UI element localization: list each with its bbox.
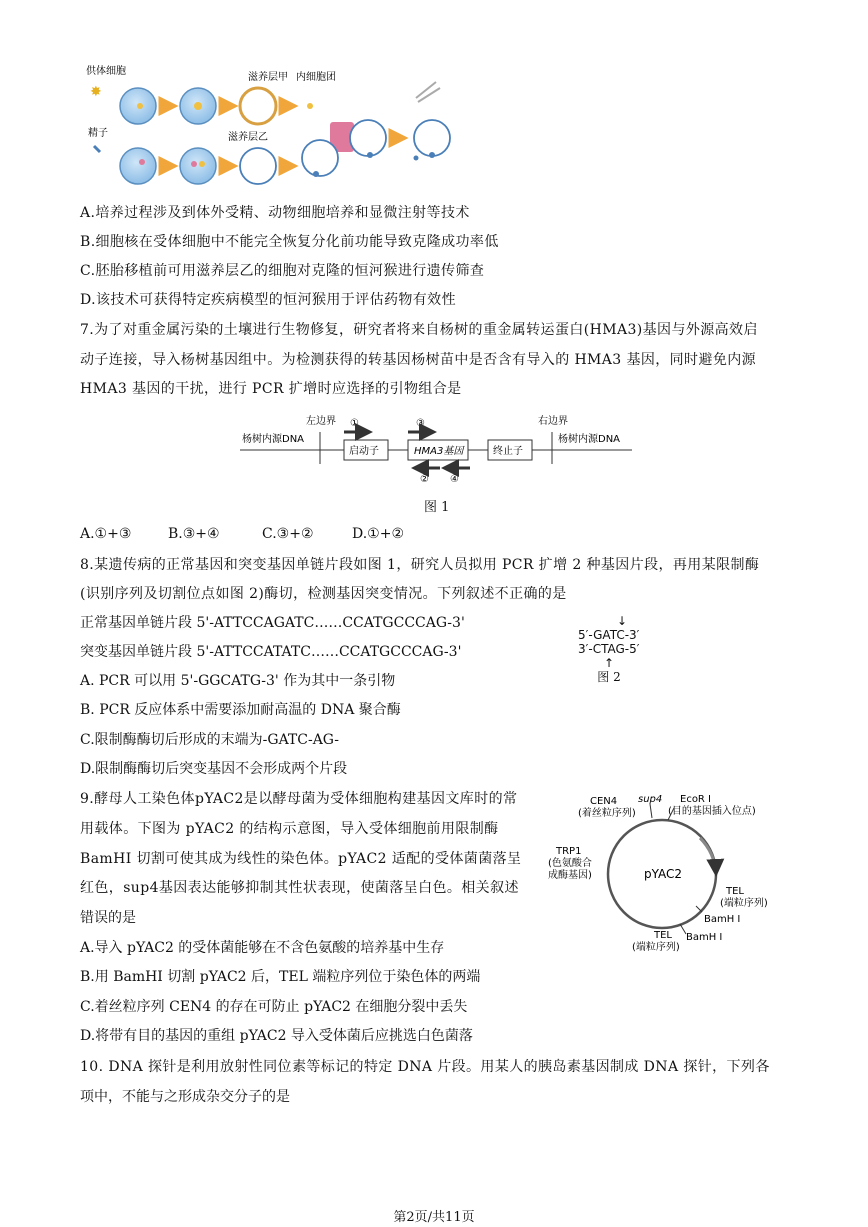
q10-stem-line-2: 项中，不能与之形成杂交分子的是 bbox=[80, 1089, 290, 1105]
cen4-desc: (着丝粒序列) bbox=[578, 808, 636, 819]
cut-arrow-bottom-icon: ↑ bbox=[603, 656, 615, 670]
ecori-desc: (目的基因插入位点) bbox=[668, 806, 756, 817]
cut-arrow-top-icon: ↓ bbox=[616, 614, 628, 628]
right-dna-label: 杨树内源DNA bbox=[558, 434, 621, 445]
q9-stem-line-4: 红色，sup4基因表达能够抑制其性状表现，使菌落呈白色。相关叙述 bbox=[80, 880, 519, 896]
q8-option-c: C.限制酶酶切后形成的末端为-GATC-AG- bbox=[80, 732, 339, 748]
pyac2-plasmid-figure bbox=[540, 788, 790, 964]
cloning-figure bbox=[80, 62, 460, 190]
trp1-label: TRP1 bbox=[556, 846, 582, 857]
ecori-label: EcoR Ⅰ bbox=[680, 794, 712, 805]
q8-fig2 bbox=[578, 614, 648, 684]
bamh1-label-1: BamH Ⅰ bbox=[704, 914, 741, 925]
primer-3-label: ③ bbox=[416, 418, 425, 429]
q7-stem-line-3: HMA3 基因的干扰，进行 PCR 扩增时应选择的引物组合是 bbox=[80, 381, 462, 397]
left-border-label: 左边界 bbox=[306, 416, 336, 427]
fig2-bottom-strand: 3′-CTAG-5′ bbox=[578, 642, 640, 656]
q7-stem-line-2: 动子连接，导入杨树基因组中。为检测获得的转基因杨树苗中是否含有导入的 HMA3 基因，同时避免内源 bbox=[80, 352, 757, 368]
page-footer: 第2页/共11页 bbox=[393, 1210, 475, 1225]
q6-option-a: A.培养过程涉及到体外受精、动物细胞培养和显微注射等技术 bbox=[80, 205, 470, 221]
q10-stem-line-1: 10. DNA 探针是利用放射性同位素等标记的特定 DNA 片段。用某人的胰岛素基因制成 DNA 探针，下列各 bbox=[80, 1059, 770, 1075]
plasmid-name: pYAC2 bbox=[644, 867, 683, 881]
q7-option-d: D.①+② bbox=[352, 526, 405, 542]
q9-stem-line-5: 错误的是 bbox=[80, 910, 136, 926]
q9-stem-line-3: BamHI 切割可使其成为线性的染色体。pYAC2 适配的受体菌菌落呈 bbox=[80, 851, 522, 867]
label-feeder-a: 滋养层甲 bbox=[248, 72, 288, 83]
primer-2-label: ② bbox=[420, 474, 429, 485]
q6-option-b: B.细胞核在受体细胞中不能完全恢复分化前功能导致克隆成功率低 bbox=[80, 234, 499, 250]
bamh1-label-2: BamH Ⅰ bbox=[686, 932, 723, 943]
q8-stem-line-2: (识别序列及切割位点如图 2)酶切，检测基因突变情况。下列叙述不正确的是 bbox=[80, 586, 567, 602]
star-icon: ✸ bbox=[90, 84, 102, 100]
gene-label: HMA3基因 bbox=[414, 446, 464, 457]
q7-option-b: B.③+④ bbox=[168, 526, 220, 542]
fig2-top-strand: 5′-GATC-3′ bbox=[578, 628, 640, 642]
label-sperm: 精子 bbox=[88, 128, 108, 139]
q8-stem-line-1: 8.某遗传病的正常基因和突变基因单链片段如图 1，研究人员拟用 PCR 扩增 2 种基因片段，再用某限制酶 bbox=[80, 557, 760, 573]
q7-option-a: A.①+③ bbox=[80, 526, 132, 542]
primer-1-label: ① bbox=[350, 418, 359, 429]
terminator-label: 终止子 bbox=[493, 446, 523, 457]
cen4-label: CEN4 bbox=[590, 796, 618, 807]
trp1-desc-2: 成酶基因) bbox=[548, 870, 592, 881]
label-icm: 内细胞团 bbox=[296, 72, 336, 83]
q7-figure-caption: 图 1 bbox=[424, 500, 450, 515]
trp1-desc-1: (色氨酸合 bbox=[548, 858, 592, 869]
q9-option-b: B.用 BamHI 切割 pYAC2 后，TEL 端粒序列位于染色体的两端 bbox=[80, 969, 481, 985]
q7-stem-line-1: 7.为了对重金属污染的土壤进行生物修复，研究者将来自杨树的重金属转运蛋白(HMA3)基因与外源高效启 bbox=[80, 322, 758, 338]
tel2-label: TEL bbox=[654, 930, 672, 941]
sup4-label: sup4 bbox=[638, 794, 663, 805]
q9-stem-line-2: 用载体。下图为 pYAC2 的结构示意图，导入受体细胞前用限制酶 bbox=[80, 821, 499, 837]
q9-stem-line-1: 9.酵母人工染色体pYAC2是以酵母菌为受体细胞构建基因文库时的常 bbox=[80, 791, 518, 807]
tel2-desc: (端粒序列) bbox=[632, 942, 680, 953]
q8-option-a: A. PCR 可以用 5'-GGCATG-3' 作为其中一条引物 bbox=[80, 673, 396, 689]
q8-mutant-gene: 突变基因单链片段 5'-ATTCCATATC……CCATGCCCAG-3' bbox=[80, 644, 462, 660]
q7-option-c: C.③+② bbox=[262, 526, 314, 542]
q7-figure bbox=[236, 410, 636, 490]
q9-option-c: C.着丝粒序列 CEN4 的存在可防止 pYAC2 在细胞分裂中丢失 bbox=[80, 999, 468, 1015]
q6-option-d: D.该技术可获得特定疾病模型的恒河猴用于评估药物有效性 bbox=[80, 292, 456, 308]
q9-option-d: D.将带有目的基因的重组 pYAC2 导入受体菌后应挑选白色菌落 bbox=[80, 1028, 473, 1044]
q6-option-c: C.胚胎移植前可用滋养层乙的细胞对克隆的恒河猴进行遗传筛查 bbox=[80, 263, 485, 279]
promoter-label: 启动子 bbox=[349, 446, 379, 457]
q8-option-d: D.限制酶酶切后突变基因不会形成两个片段 bbox=[80, 761, 348, 777]
left-dna-label: 杨树内源DNA bbox=[242, 434, 305, 445]
tel1-label: TEL bbox=[726, 886, 744, 897]
right-border-label: 右边界 bbox=[538, 416, 568, 427]
q8-option-b: B. PCR 反应体系中需要添加耐高温的 DNA 聚合酶 bbox=[80, 702, 401, 718]
fig2-caption: 图 2 bbox=[597, 670, 621, 684]
label-feeder-b: 滋养层乙 bbox=[228, 132, 268, 143]
tel1-desc: (端粒序列) bbox=[720, 898, 768, 909]
q9-option-a: A.导入 pYAC2 的受体菌能够在不含色氨酸的培养基中生存 bbox=[80, 940, 445, 956]
label-donor: 供体细胞 bbox=[86, 66, 126, 77]
primer-4-label: ④ bbox=[450, 474, 459, 485]
q8-normal-gene: 正常基因单链片段 5'-ATTCCAGATC……CCATGCCCAG-3' bbox=[80, 615, 465, 631]
